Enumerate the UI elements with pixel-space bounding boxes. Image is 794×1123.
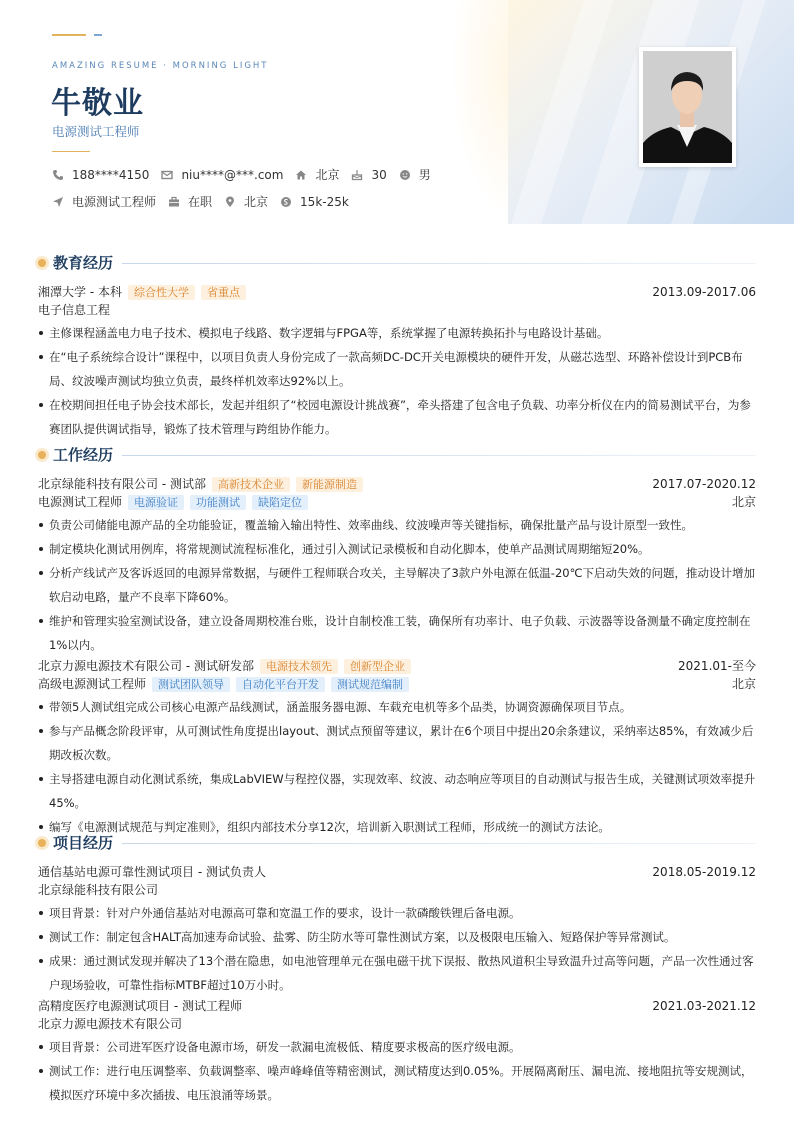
target-position-item: [52, 193, 156, 210]
education-bullets: [38, 321, 756, 441]
bullet-item: 编写《电源测试规范与判定准则》，组织内部技术分享12次，培训新入职测试工程师，形成统一的测试方法论。: [38, 815, 756, 839]
title-underline: [52, 151, 90, 152]
project-entry: [38, 863, 756, 997]
school-tag: 综合性大学: [128, 285, 195, 300]
phone-icon: [52, 169, 64, 181]
projects-section: [38, 833, 756, 1107]
section-dot: [38, 259, 46, 267]
skill-tag: 功能测试: [190, 495, 246, 510]
major: 电子信息工程: [38, 303, 111, 317]
face-icon: [399, 169, 411, 181]
job-position-row: [38, 493, 756, 511]
contact-row: [52, 166, 443, 183]
section-title: 工作经历: [53, 446, 114, 464]
bullet-item: 测试工作：制定包含HALT高加速寿命试验、盐雾、防尘防水等可靠性测试方案，以及极限电压输入、短路保护等异常测试。: [38, 925, 756, 949]
bullet-item: 在校期间担任电子协会技术部长，发起并组织了“校园电源设计挑战赛”，牵头搭建了包含电子负载、功率分析仪在内的简易测试平台，为参赛团队提供调试指导，锻炼了技术管理与跨组协作能力。: [38, 393, 756, 441]
section-title: 教育经历: [53, 254, 114, 272]
company-name: 北京绿能科技有限公司 - 测试部: [38, 477, 206, 491]
resume-tagline: AMAZING RESUME · MORNING LIGHT: [52, 61, 269, 71]
salary-text: 15k-25k: [300, 194, 349, 209]
skill-tag: 测试团队领导: [152, 677, 230, 692]
company-tag: 新能源制造: [296, 477, 363, 492]
skill-tag: 缺陷定位: [252, 495, 308, 510]
project-org-row: [38, 881, 756, 899]
bullet-item: 参与产品概念阶段评审，从可测试性角度提出layout、测试点预留等建议，累计在6个项目中提出20余条建议，采纳率达85%，有效减少后期改板次数。: [38, 719, 756, 767]
resume-header: [0, 0, 794, 225]
job-company-row: [38, 475, 756, 493]
target-position-text: 电源测试工程师: [72, 195, 157, 209]
intention-row: [52, 193, 361, 210]
section-divider: [122, 843, 756, 844]
gender-item: [399, 166, 431, 183]
mail-icon: [161, 169, 173, 181]
education-major-row: [38, 301, 756, 319]
target-city-item: [224, 193, 268, 210]
work-section: [38, 445, 756, 839]
salary-item: [280, 195, 349, 209]
section-divider: [122, 455, 756, 456]
age-item: [351, 168, 386, 182]
bullet-item: 分析产线试产及客诉返回的电源异常数据，与硬件工程师联合攻关，主导解决了3款户外电源在低温-20℃下启动失效的问题，推动设计增加软启动电路，量产不良率下降60%。: [38, 561, 756, 609]
skill-tag: 电源验证: [128, 495, 184, 510]
city-item: [295, 166, 339, 183]
bullet-item: 维护和管理实验室测试设备，建立设备周期校准台账，设计自制校准工装，确保所有功率计、电子负载、示波器等设备测量不确定度控制在1%以内。: [38, 609, 756, 657]
job-location: 北京: [731, 677, 756, 691]
section-title: 项目经历: [53, 834, 114, 852]
section-divider: [122, 263, 756, 264]
profile-photo: [639, 47, 736, 167]
job-position: 电源测试工程师: [38, 495, 123, 509]
company-tag: 创新型企业: [344, 659, 411, 674]
job-position: 高级电源测试工程师: [38, 677, 147, 691]
status-item: [168, 193, 212, 210]
city-text: 北京: [315, 168, 340, 182]
money-icon: [280, 196, 292, 208]
education-school-row: [38, 283, 756, 301]
project-entry: [38, 997, 756, 1107]
job-entry: [38, 657, 756, 839]
age-text: 30: [371, 167, 387, 182]
cake-icon: [351, 169, 363, 181]
project-name: 通信基站电源可靠性测试项目 - 测试负责人: [38, 865, 266, 879]
job-bullets: [38, 695, 756, 839]
project-bullets: [38, 901, 756, 997]
project-org-row: [38, 1015, 756, 1033]
job-date: 2017.07-2020.12: [652, 477, 756, 491]
bullet-item: 负责公司储能电源产品的全功能验证，覆盖输入输出特性、效率曲线、纹波噪声等关键指标，确保批量产品与设计原型一致性。: [38, 513, 756, 537]
project-name: 高精度医疗电源测试项目 - 测试工程师: [38, 999, 242, 1013]
send-icon: [52, 196, 64, 208]
target-city-text: 北京: [244, 195, 269, 209]
status-text: 在职: [188, 195, 213, 209]
school-tag: 省重点: [201, 285, 246, 300]
gender-text: 男: [418, 168, 431, 182]
job-position-row: [38, 675, 756, 693]
education-section: [38, 253, 756, 441]
email-item: [161, 168, 283, 182]
education-heading: [38, 253, 756, 273]
school-name: 湘潭大学 - 本科: [38, 285, 122, 299]
briefcase-icon: [168, 196, 180, 208]
skill-tag: 测试规范编制: [331, 677, 409, 692]
work-heading: [38, 445, 756, 465]
portrait-image: [643, 51, 732, 163]
job-date: 2021.01-至今: [678, 659, 756, 673]
email-text: niu****@***.com: [181, 167, 284, 182]
skill-tag: 自动化平台开发: [236, 677, 325, 692]
phone-item: [52, 168, 149, 182]
project-bullets: [38, 1035, 756, 1107]
job-location: 北京: [731, 495, 756, 509]
candidate-name: 牛敬业: [51, 86, 144, 121]
bullet-item: 主修课程涵盖电力电子技术、模拟电子线路、数字逻辑与FPGA等，系统掌握了电源转换拓扑与电路设计基础。: [38, 321, 756, 345]
job-bullets: [38, 513, 756, 657]
job-company-row: [38, 657, 756, 675]
bullet-item: 带领5人测试组完成公司核心电源产品线测试，涵盖服务器电源、车载充电机等多个品类，协调资源确保项目节点。: [38, 695, 756, 719]
section-dot: [38, 451, 46, 459]
project-name-row: [38, 997, 756, 1015]
project-org: 北京力源电源技术有限公司: [38, 1017, 183, 1031]
project-org: 北京绿能科技有限公司: [38, 883, 159, 897]
location-icon: [224, 196, 236, 208]
bullet-item: 项目背景：公司进军医疗设备电源市场，研发一款漏电流极低、精度要求极高的医疗级电源。: [38, 1035, 756, 1059]
project-name-row: [38, 863, 756, 881]
company-tag: 电源技术领先: [260, 659, 338, 674]
bullet-item: 制定模块化测试用例库，将常规测试流程标准化，通过引入测试记录模板和自动化脚本，使单产品测试周期缩短20%。: [38, 537, 756, 561]
bullet-item: 项目背景：针对户外通信基站对电源高可靠和宽温工作的要求，设计一款磷酸铁锂后备电源。: [38, 901, 756, 925]
bullet-item: 在“电子系统综合设计”课程中，以项目负责人身份完成了一款高频DC-DC开关电源模块的硬件开发，从磁芯选型、环路补偿设计到PCB布局、纹波噪声测试均独立负责，最终样机效率达92%以上。: [38, 345, 756, 393]
phone-text: 188****4150: [72, 167, 150, 182]
section-dot: [38, 839, 46, 847]
bullet-item: 测试工作：进行电压调整率、负载调整率、噪声峰峰值等精密测试，测试精度达到0.05%。开展隔离耐压、漏电流、接地阻抗等安规测试，模拟医疗环境中多次插拔、电压浪涌等场景。: [38, 1059, 756, 1107]
education-date: 2013.09-2017.06: [652, 285, 756, 299]
project-date: 2021.03-2021.12: [652, 999, 756, 1013]
projects-heading: [38, 833, 756, 853]
company-name: 北京力源电源技术有限公司 - 测试研发部: [38, 659, 254, 673]
project-date: 2018.05-2019.12: [652, 865, 756, 879]
job-entry: [38, 475, 756, 657]
candidate-title: 电源测试工程师: [52, 124, 140, 139]
home-icon: [295, 169, 307, 181]
company-tag: 高新技术企业: [212, 477, 290, 492]
bullet-item: 主导搭建电源自动化测试系统，集成LabVIEW与程控仪器，实现效率、纹波、动态响应等项目的自动测试与报告生成，关键测试项效率提升45%。: [38, 767, 756, 815]
bullet-item: 成果：通过测试发现并解决了13个潜在隐患，如电池管理单元在强电磁干扰下误报、散热风道积尘导致温升过高等问题，产品一次性通过客户现场验收，可靠性指标MTBF超过10万小时。: [38, 949, 756, 997]
